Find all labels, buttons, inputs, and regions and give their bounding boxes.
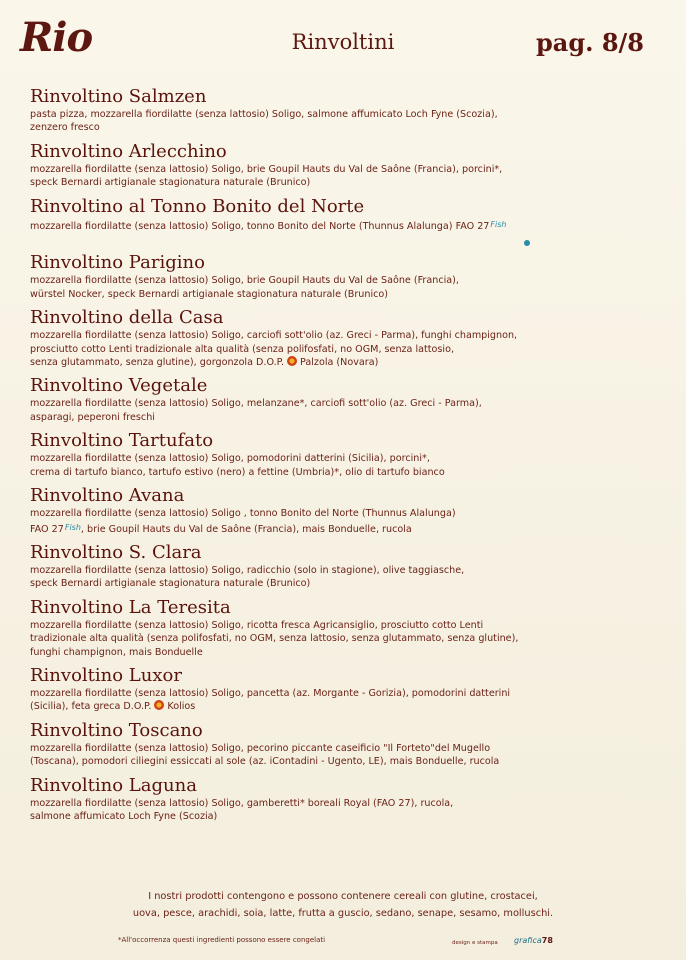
menu-item-arlecchino <box>30 141 650 190</box>
dop-seal-icon <box>287 356 297 366</box>
frozen-note: *All'occorrenza questi ingredienti possono essere congelati <box>118 936 326 944</box>
item-description: mozzarella fiordilatte (senza lattosio) Soligo, pecorino piccante caseificio "Il Forteto"del Mugello (Toscana), pomodori ciliegini essiccati al sole (az. iContadini - Ugento, LE), mais Bonduelle, rucola <box>30 742 500 768</box>
menu-item-salmzen <box>30 86 650 135</box>
item-description: mozzarella fiordilatte (senza lattosio) Soligo, carciofi sott'olio (az. Greci - Parma), funghi champignon, prosciutto cotto Lenti tradizionale alta qualità (senza polifosfati, no OGM, senza lattosio, senza glutammato, senza glutine), gorgonzola D.O.P. Palzola (Novara) <box>30 330 518 369</box>
menu-item-tartufato <box>30 430 650 479</box>
item-name: Rinvoltino La Teresita <box>30 596 231 618</box>
menu-item-avana <box>30 485 650 536</box>
item-description: mozzarella fiordilatte (senza lattosio) Soligo, ricotta fresca Agricansiglio, prosciutto cotto Lenti tradizionale alta qualità (senza polifosfati, no OGM, senza lattosio, senza glutammato, senza glutine), funghi champignon, mais Bonduelle <box>30 619 519 658</box>
header <box>0 0 686 90</box>
item-name: Rinvoltino Salmzen <box>30 86 207 107</box>
page-title: Rinvoltini <box>291 30 395 54</box>
item-description: mozzarella fiordilatte (senza lattosio) Soligo, radicchio (solo in stagione), olive taggiasche, speck Bernardi artigianale stagionatura naturale (Brunico) <box>30 564 465 590</box>
item-name: Rinvoltino Laguna <box>30 774 197 796</box>
rio-logo: Rio <box>20 14 93 61</box>
menu-item-toscano <box>30 720 650 769</box>
friend-of-the-sea-badge: Fish <box>64 522 81 532</box>
menu-item-la-teresita <box>30 597 650 659</box>
menu-item-luxor <box>30 665 650 714</box>
item-name: Rinvoltino al Tonno Bonito del Norte <box>30 195 365 217</box>
item-name: Rinvoltino Luxor <box>30 664 182 686</box>
item-name: Rinvoltino della Casa <box>30 307 224 329</box>
menu-item-parigino <box>30 252 650 301</box>
item-description: mozzarella fiordilatte (senza lattosio) Soligo, gamberetti* boreali Royal (FAO 27), rucola, salmone affumicato Loch Fyne (Scozia) <box>30 797 454 822</box>
menu-item-tonno-bonito <box>30 196 650 247</box>
item-name: Rinvoltino Avana <box>30 485 185 507</box>
item-description: pasta pizza, mozzarella fiordilatte (senza lattosio) Soligo, salmone affumicato Loch Fyne (Scozia), zenzero fresco <box>30 109 498 134</box>
menu-item-della-casa <box>30 307 650 369</box>
menu-item-s-clara <box>30 542 650 591</box>
allergen-notice: I nostri prodotti contengono e possono contenere cereali con glutine, crostacei, uova, pesce, arachidi, soia, latte, frutta a guscio, sedano, senape, sesamo, molluschi. <box>132 891 554 919</box>
menu-list <box>30 86 650 829</box>
item-name: Rinvoltino Parigino <box>30 252 205 274</box>
item-name: Rinvoltino S. Clara <box>30 541 202 563</box>
item-description: mozzarella fiordilatte (senza lattosio) Soligo, brie Goupil Hauts du Val de Saône (Francia), würstel Nocker, speck Bernardi artigianale stagionatura naturale (Brunico) <box>30 275 459 300</box>
item-description: mozzarella fiordilatte (senza lattosio) Soligo, pomodorini datterini (Sicilia), porcini*, crema di tartufo bianco, tartufo estivo (nero) a fettine (Umbria)*, olio di tartufo bianco <box>30 453 445 478</box>
menu-item-laguna <box>30 775 650 824</box>
design-credit: design e stampa <box>452 940 498 946</box>
grafica78-logo: grafica78 <box>514 936 553 945</box>
item-description: mozzarella fiordilatte (senza lattosio) Soligo, brie Goupil Hauts du Val de Saône (Francia), porcini*, speck Bernardi artigianale stagionatura naturale (Brunico) <box>30 163 503 189</box>
item-name: Rinvoltino Arlecchino <box>30 140 227 162</box>
item-description: mozzarella fiordilatte (senza lattosio) Soligo , tonno Bonito del Norte (Thunnus Alalunga) FAO 27Fish, brie Goupil Hauts du Val de Saône (Francia), mais Bonduelle, rucola <box>30 508 456 535</box>
dop-seal-icon <box>154 700 164 710</box>
item-description: mozzarella fiordilatte (senza lattosio) Soligo, tonno Bonito del Norte (Thunnus Alalunga) FAO 27Fish <box>30 218 650 247</box>
friend-of-the-sea-badge: Fish <box>490 219 507 229</box>
page-number: pag. 8/8 <box>536 28 644 57</box>
item-description: mozzarella fiordilatte (senza lattosio) Soligo, pancetta (az. Morgante - Gorizia), pomodorini datterini (Sicilia), feta greca D.O.P. Kolios <box>30 687 511 713</box>
item-name: Rinvoltino Tartufato <box>30 430 214 452</box>
item-name: Rinvoltino Toscano <box>30 719 203 741</box>
item-description: mozzarella fiordilatte (senza lattosio) Soligo, melanzane*, carciofi sott'olio (az. Greci - Parma), asparagi, peperoni freschi <box>30 398 482 423</box>
fish-icon <box>524 240 530 246</box>
menu-item-vegetale <box>30 375 650 424</box>
item-name: Rinvoltino Vegetale <box>30 375 208 397</box>
